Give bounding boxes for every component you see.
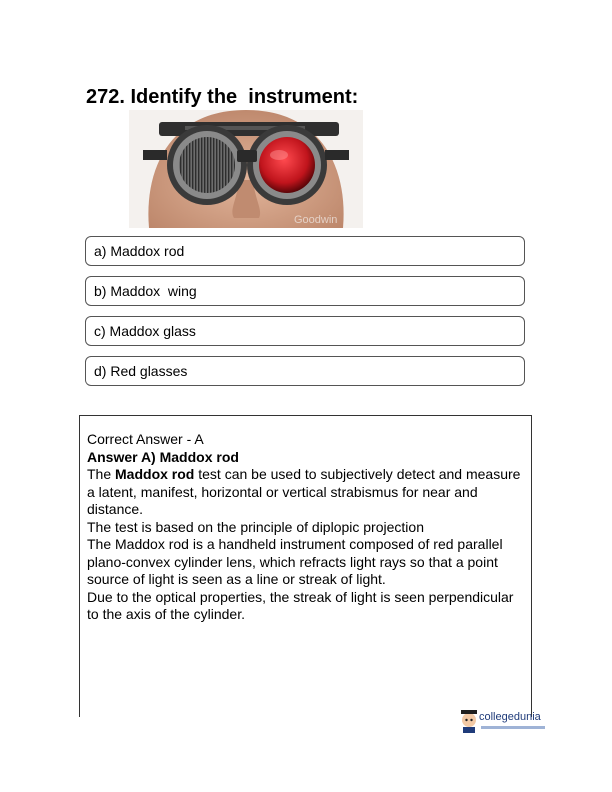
trial-frame-illustration (129, 110, 363, 228)
temple-arm (325, 150, 349, 160)
option-d[interactable]: d) Red glasses (85, 356, 525, 386)
para1-rest: test can be used to subjectively detect and measure a latent, manifest, horizontal or vertical strabismus for near and distance. (87, 466, 521, 517)
logo-name: collegedunia (479, 711, 541, 723)
answer-explanation (87, 431, 529, 624)
red-lens (259, 137, 315, 193)
option-a[interactable]: a) Maddox rod (85, 236, 525, 266)
red-lens-highlight (270, 150, 288, 160)
explanation-para-2: The test is based on the principle of diplopic projection (87, 518, 424, 535)
para1-bold-term: Maddox rod (115, 466, 195, 482)
bridge (237, 150, 257, 162)
photo-watermark: Goodwin (294, 214, 338, 226)
logo-tagline-bar (481, 726, 545, 729)
explanation-para-1 (87, 466, 529, 519)
option-c[interactable]: c) Maddox glass (85, 316, 525, 346)
explanation-para-4: Due to the optical properties, the streak of light is seen perpendicular to the axis of the cylinder. (87, 588, 514, 622)
explanation-para-3: The Maddox rod is a handheld instrument composed of red parallel plano-convex cylinder lens, which refracts light rays so that a point source of light is seen as a line or streak of light. (87, 536, 503, 587)
correct-answer-line: Correct Answer - A (87, 431, 204, 447)
option-b[interactable]: b) Maddox wing (85, 276, 525, 306)
question-title (86, 86, 358, 109)
maddox-rod-lens (179, 137, 235, 193)
answer-line: Answer A) Maddox rod (87, 448, 239, 465)
para1-prefix: The (87, 466, 116, 482)
question-text: Identify the instrument: (130, 86, 359, 108)
mascot-icon (459, 709, 479, 733)
instrument-photo (129, 110, 363, 228)
question-number: 272. (86, 86, 125, 108)
collegedunia-logo (459, 709, 549, 737)
temple-arm-left (143, 150, 167, 160)
